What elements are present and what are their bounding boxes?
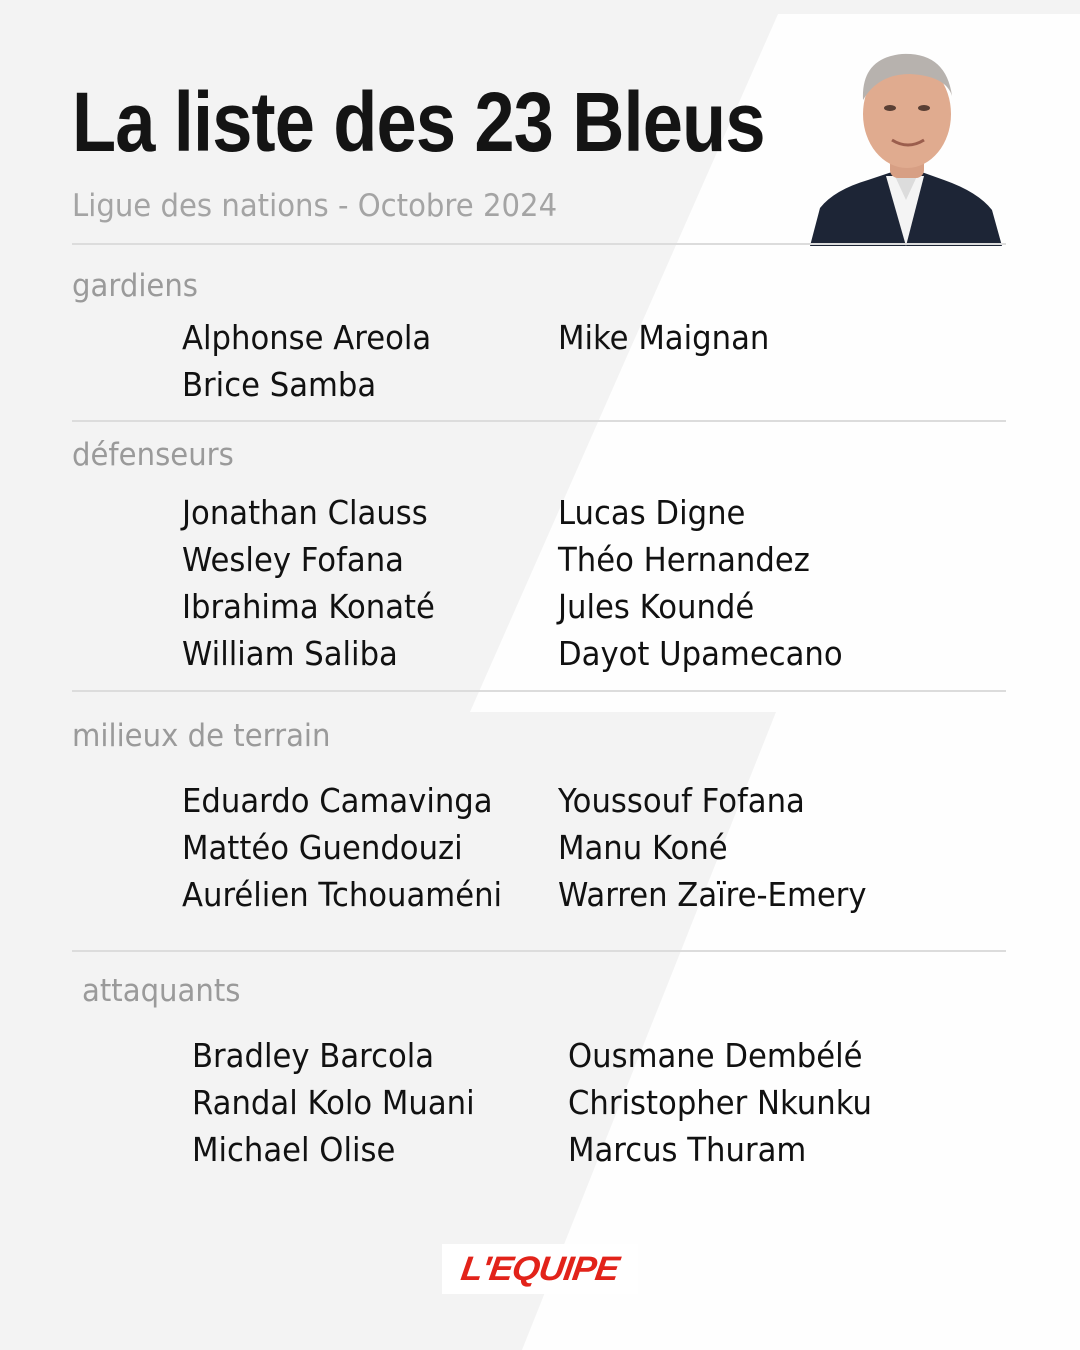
section-divider (72, 420, 1006, 422)
player-name: Manu Koné (558, 828, 728, 867)
player-name: Randal Kolo Muani (192, 1083, 475, 1122)
page-title: La liste des 23 Bleus (72, 75, 765, 169)
section-label-attaquants: attaquants (82, 973, 241, 1009)
section-divider (72, 950, 1006, 952)
player-name: Ibrahima Konaté (182, 587, 435, 626)
player-name: Wesley Fofana (182, 540, 404, 579)
player-name: Eduardo Camavinga (182, 781, 493, 820)
coach-portrait (806, 30, 1006, 246)
player-name: Youssouf Fofana (558, 781, 805, 820)
player-name: Mike Maignan (558, 318, 770, 357)
player-name: Bradley Barcola (192, 1036, 435, 1075)
player-name: Warren Zaïre-Emery (558, 875, 867, 914)
player-name: Théo Hernandez (558, 540, 810, 579)
page-subtitle: Ligue des nations - Octobre 2024 (72, 188, 558, 224)
section-label-milieux: milieux de terrain (72, 718, 331, 754)
player-name: Dayot Upamecano (558, 634, 843, 673)
player-name: Mattéo Guendouzi (182, 828, 463, 867)
player-name: Jules Koundé (558, 587, 755, 626)
player-name: Jonathan Clauss (182, 493, 428, 532)
player-name: Ousmane Dembélé (568, 1036, 863, 1075)
player-name: Alphonse Areola (182, 318, 432, 357)
logo-text: L'EQUIPE (458, 1249, 622, 1288)
player-name: Lucas Digne (558, 493, 746, 532)
section-divider (72, 690, 1006, 692)
section-label-defenseurs: défenseurs (72, 437, 234, 473)
header-divider (72, 243, 1006, 245)
player-name: William Saliba (182, 634, 398, 673)
player-name: Brice Samba (182, 365, 377, 404)
player-name: Aurélien Tchouaméni (182, 875, 503, 914)
section-label-gardiens: gardiens (72, 268, 199, 304)
lequipe-logo (442, 1244, 638, 1294)
player-name: Marcus Thuram (568, 1130, 807, 1169)
player-name: Michael Olise (192, 1130, 396, 1169)
player-name: Christopher Nkunku (568, 1083, 872, 1122)
